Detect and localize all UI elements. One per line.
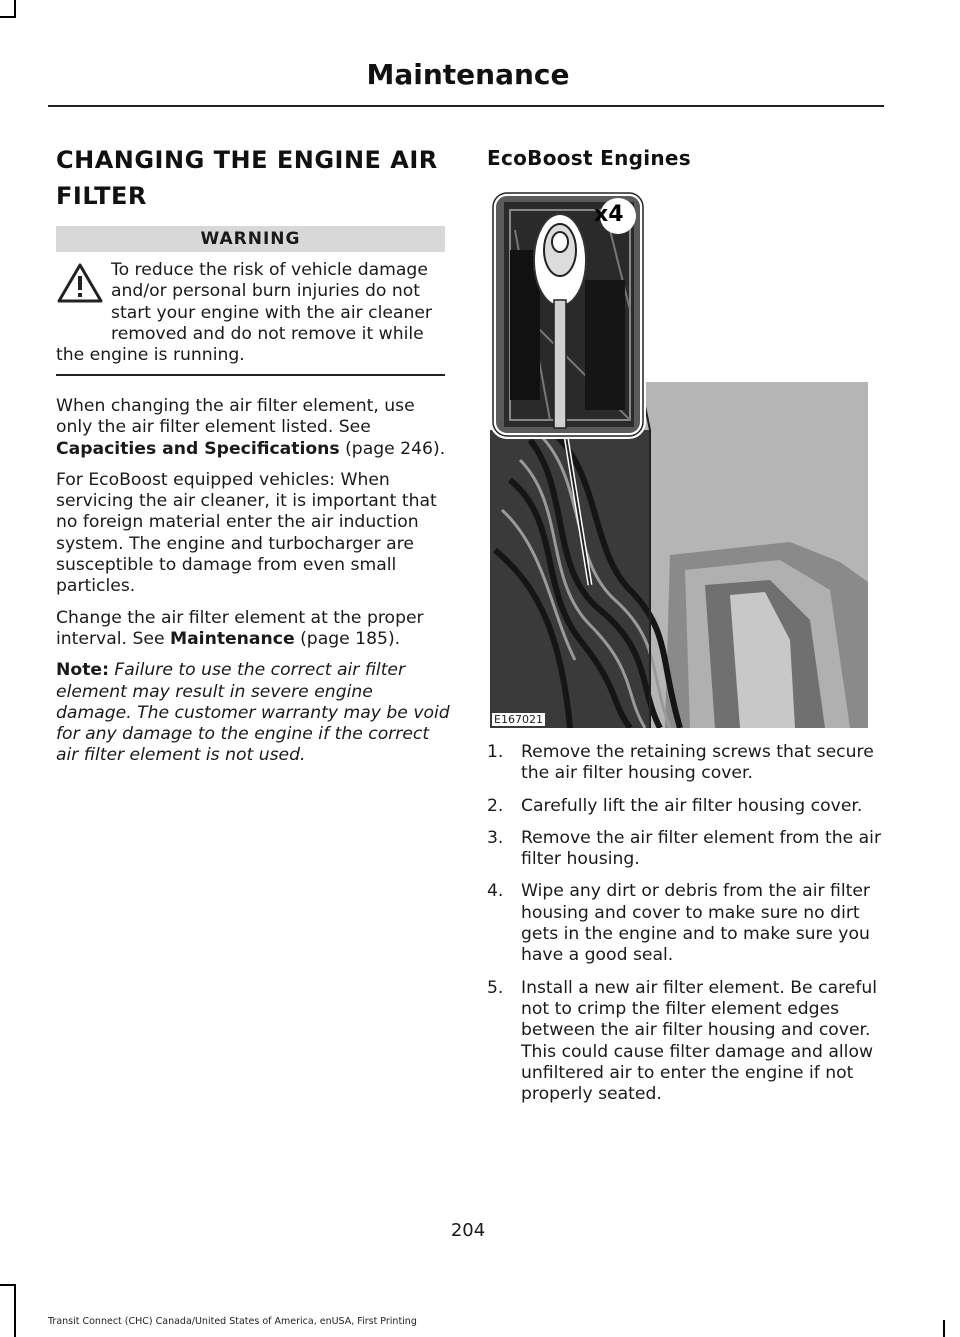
quantity-badge: x4 bbox=[594, 202, 624, 227]
crop-mark bbox=[0, 1284, 16, 1286]
step-list bbox=[487, 742, 882, 1116]
step-item: 5. Install a new air filter element. Be careful not to crimp the filter element edges between the air filter housing and cover. This could cause filter damage and allow unfiltered air to enter the engine if not properly seated. bbox=[487, 977, 878, 1105]
link-capacities-specifications[interactable]: Capacities and Specifications bbox=[56, 438, 340, 459]
warning-text-block bbox=[56, 260, 448, 366]
link-maintenance[interactable]: Maintenance bbox=[169, 628, 295, 649]
step-item: 1. Remove the retaining screws that secure the air filter housing cover. bbox=[487, 742, 874, 784]
footer-text: Transit Connect (CHC) Canada/United States of America, enUSA, First Printing bbox=[48, 1316, 417, 1327]
air-filter-housing-illustration bbox=[490, 190, 868, 728]
note-label: Note: bbox=[56, 660, 109, 681]
step-item: 2. Carefully lift the air filter housing cover. bbox=[487, 795, 863, 816]
crop-mark bbox=[14, 1284, 16, 1337]
subsection-heading: EcoBoost Engines bbox=[487, 146, 691, 170]
paragraph: For EcoBoost equipped vehicles: When servicing the air cleaner, it is important that no foreign material enter the air induction system. The engine and turbocharger are susceptible to damage from even small particles. bbox=[56, 469, 437, 597]
engine-bay-image bbox=[490, 190, 868, 728]
paragraph: When changing the air filter element, use only the air filter element listed. See Capacities and Specifications (page 246). bbox=[56, 396, 446, 459]
crop-mark bbox=[0, 16, 16, 18]
step-item: 4. Wipe any dirt or debris from the air filter housing and cover to make sure no dirt gets in the engine and to make sure you have a good seal. bbox=[487, 881, 871, 966]
note bbox=[56, 660, 450, 766]
section-title: Maintenance bbox=[366, 58, 570, 91]
figure-id: E167021 bbox=[494, 713, 543, 726]
warning-label: WARNING bbox=[56, 226, 445, 252]
paragraph: Change the air filter element at the proper interval. See Maintenance (page 185). bbox=[56, 607, 424, 649]
page-number: 204 bbox=[450, 1220, 486, 1241]
warning-rule bbox=[56, 374, 445, 376]
section-heading: CHANGING THE ENGINE AIR FILTER bbox=[56, 146, 438, 210]
left-body bbox=[56, 396, 450, 777]
note-text: Failure to use the correct air filter element may result in severe engine damage. The customer warranty may be void for any damage to the engine if the correct air filter element is not used. bbox=[56, 660, 450, 766]
warning-text: To reduce the risk of vehicle damage and/or personal burn injuries do not start your engine with the air cleaner removed and do not remove it while the engine is running. bbox=[56, 260, 432, 366]
step-item: 3. Remove the air filter element from the air filter housing. bbox=[487, 827, 882, 870]
crop-mark bbox=[943, 1320, 945, 1337]
header-rule bbox=[48, 105, 884, 107]
